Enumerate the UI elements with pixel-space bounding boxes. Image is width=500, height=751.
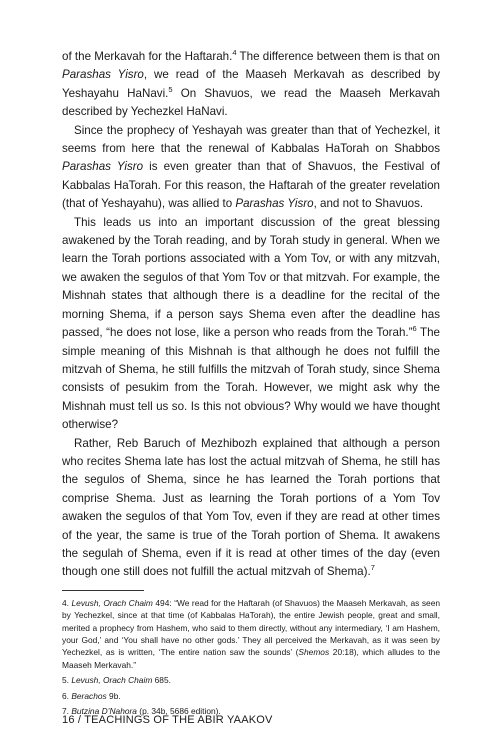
text-run: , we read of the Maaseh Merkavah as described by Yeshayahu HaNavi.: [62, 68, 440, 100]
footnotes: [62, 597, 440, 718]
footnote-text: 9b.: [106, 690, 121, 701]
footnote-source: Shemos: [298, 647, 330, 658]
text-run: The difference between them is that on: [236, 50, 440, 63]
footnote-divider: [62, 590, 144, 591]
page-footer-folio: 16 / TEACHINGS OF THE ABIR YAAKOV: [62, 714, 273, 726]
paragraph-2: [62, 122, 440, 214]
italic-title: Parashas Yisro: [62, 68, 144, 82]
footnote-4: [62, 597, 440, 671]
footnote-ref-5[interactable]: 5: [168, 84, 173, 94]
footnote-text: 685.: [152, 675, 171, 686]
footnote-number: 5.: [62, 675, 72, 686]
italic-title: Parashas Yisro: [235, 197, 314, 211]
footnote-ref-6[interactable]: 6: [412, 324, 417, 334]
paragraph-1: [62, 48, 440, 122]
text-run: , and not to Shavuos.: [313, 197, 424, 211]
paragraph-3: [62, 214, 440, 435]
text-run: is even greater than that of Shavuos, the Festival of Kabbalas HaTorah. For this reason, the Haftarah of the greater revelation (that of Yeshayahu), was allied to: [62, 160, 440, 211]
footnote-text: (p. 34b, 5686 edition).: [136, 706, 221, 717]
text-run: The simple meaning of this Mishnah is that although he does not fulfill the mitzvah of Shema, he still fulfills the mitzvah of Torah study, since Shema consists of pesukim from the Torah. However, we might ask why the Mishnah must tell us so. Is this not obvious? Why would we have thought otherwise?: [62, 326, 440, 432]
footnote-number: 7.: [62, 706, 72, 717]
footnote-source: Levush, Orach Chaim: [71, 597, 153, 608]
footnote-source: Levush, Orach Chaim: [71, 675, 153, 686]
footnote-text: 494: “We read for the Haftarah (of Shavuos) the Maaseh Merkavah, as seen by Yechezkel, since at that time (of Kabbalas HaTorah), the entire Jewish people, great and small, merited a prophecy from Hashem, who said to them directly, without any intermediary, ‘I am Hashem, your God,’ and ‘You shall have no other gods.’ They all perceived the Merkavah, as it was seen by Yechezkel, as is written, ‘The entire nation saw the sounds’ (: [62, 597, 441, 658]
footnote-ref-4[interactable]: 4: [232, 48, 237, 58]
main-text: [62, 48, 440, 582]
footnote-number: 4.: [62, 597, 72, 608]
paragraph-4: [62, 435, 440, 582]
footnote-text: 20:18), which alludes to the Maaseh Merkavah.”: [62, 647, 441, 670]
footnote-source: Butzina D’Nahora: [71, 706, 137, 717]
footnote-source: Berachos: [71, 690, 107, 701]
text-run: This leads us into an important discussion of the great blessing awakened by the Torah reading, and by Torah study in general. When we learn the Torah portions associated with a Yom Tov, or with any mitzvah, we awaken the segulos of that Yom Tov or that mitzvah. For example, the Mishnah states that although there is a deadline for the recital of the morning Shema, if a person says Shema even after the deadline has passed, “he does not lose, like a person who reads from the Torah.”: [62, 215, 440, 340]
footnote-5: [62, 674, 440, 686]
text-run: Since the prophecy of Yeshayah was greater than that of Yechezkel, it seems from here that the renewal of Kabbalas HaTorah on Shabbos: [62, 123, 440, 156]
text-run: On Shavuos, we read the Maaseh Merkavah described by Yechezkel HaNavi.: [62, 86, 441, 119]
footnote-6: [62, 690, 440, 702]
text-run: of the Merkavah for the Haftarah.: [62, 50, 233, 63]
footnote-number: 6.: [62, 690, 72, 701]
page-content: [62, 48, 440, 720]
footnote-ref-7[interactable]: 7: [370, 563, 375, 573]
italic-title: Parashas Yisro: [62, 160, 144, 174]
text-run: Rather, Reb Baruch of Mezhibozh explained that although a person who recites Shema late has lost the actual mitzvah of Shema, he still has the segulos of Shema, since he has learned the Torah portions that comprise Shema. Just as learning the Torah portions of a Yom Tov awaken the segulos of that Yom Tov, even if they are read at other times of the year, the same is true of the Torah portion of Shema. It awakens the segulah of Shema, even if it is read at other times of the day (even though one still does not fulfill the actual mitzvah of Shema).: [62, 436, 440, 579]
